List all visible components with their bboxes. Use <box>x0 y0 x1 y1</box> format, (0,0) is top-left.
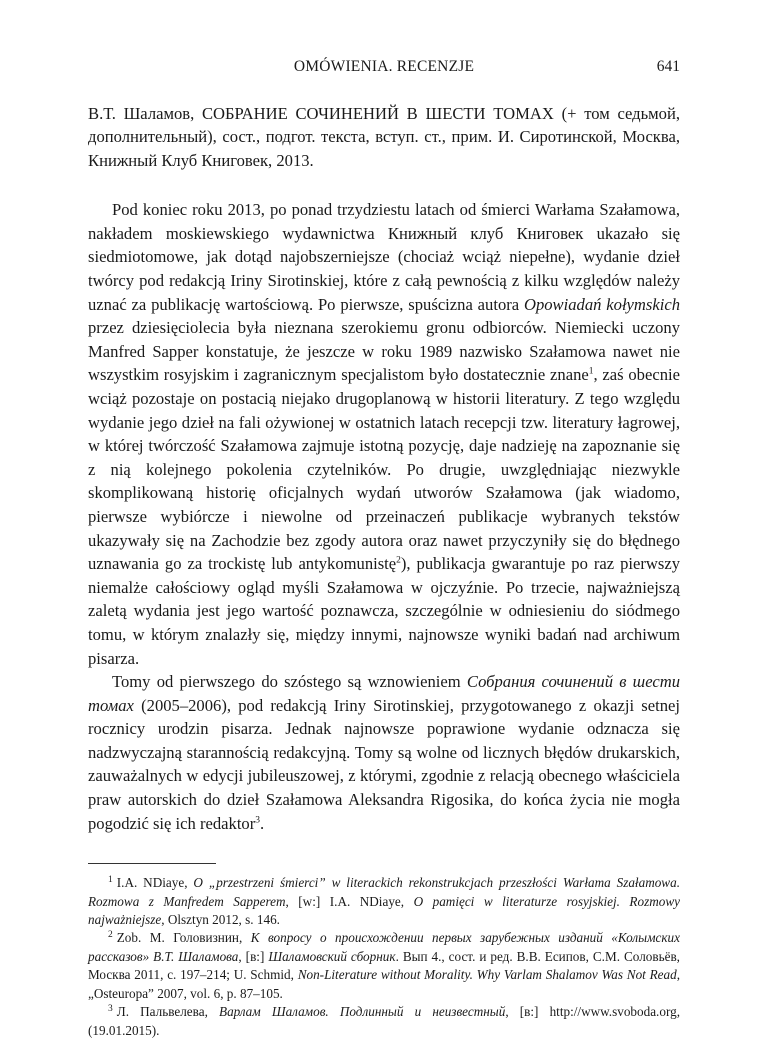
text-run: , [w:] I.A. NDiaye, <box>285 893 414 909</box>
text-run: , [в:] <box>238 948 269 964</box>
text-run: , „Osteuropa” 2007, vol. 6, p. 87–105. <box>88 967 680 1001</box>
page-number: 641 <box>656 58 680 75</box>
italic-title: Шаламовский сборник <box>268 948 396 964</box>
text-run: ), publikacja gwarantuje po raz pierwszy niemalże całościowy ogląd myśli Szałamowa w ojczyźnie. Po trzecie, najważniejszą zaletą wydania jest jego wartość poznawcza, szczególnie w odniesieniu do siódmego tomu, w którym znalazły się, między innymi, najnowsze wyniki badań nad archiwum pisarza. <box>88 554 680 668</box>
bibliographic-entry: В.Т. Шаламов, СОБРАНИЕ СОЧИНЕНИЙ В ШЕСТИ ТОМАХ (+ том седьмой, дополнительный), сост., подгот. текста, вступ. ст., прим. И. Сиротинской, Москва, Книжный Клуб Книговек, 2013. <box>88 104 680 170</box>
text-run: I.A. NDiaye, <box>116 875 194 891</box>
text-run: , [в:] http://www.svoboda.org, (19.01.2015). <box>88 1004 680 1038</box>
italic-title: Варлам Шаламов. Подлинный и неизвестный <box>219 1004 506 1020</box>
italic-title: O pamięci w literaturze rosyjskiej. Rozmowy najważniejsze <box>88 893 680 928</box>
text-run: . Вып 4., сост. и ред. В.В. Есипов, С.М. Соловьёв, Москва 2011, с. 197–214; U. Schmid, <box>88 948 680 983</box>
italic-title: Собрания сочинений в шести томах <box>88 672 680 715</box>
footnote-3 <box>88 1003 680 1040</box>
text-run: Zob. М. Головизнин, <box>116 930 251 946</box>
text-run: Л. Пальвелева, <box>116 1004 220 1020</box>
text-run: Tomy od pierwszego do szóstego są wznowieniem <box>112 672 467 692</box>
italic-title: Non-Literature without Morality. Why Varlam Shalamov Was Not Read <box>297 967 677 983</box>
footnote-1 <box>88 874 680 929</box>
text-run: (2005–2006), pod redakcją Iriny Sirotinskiej, przygotowanego z okazji setnej rocznicy urodzin pisarza. Jednak najnowsze poprawione wydanie odznacza się nadzwyczajną starannością redakcyjną. Tomy są wolne od licznych błędów drukarskich, zauważalnych w edycji jubileuszowej, z którymi, zgodnie z relacją obecnego właściciela praw autorskich do dzieł Szałamowa Aleksandra Rigosika, do końca życia nie mogła pogodzić się ich redaktor <box>88 695 680 833</box>
text-run: . <box>260 813 265 833</box>
page <box>88 58 680 1040</box>
footnote-ref-3[interactable]: 3 <box>255 815 261 826</box>
footnote-number: 1 <box>108 874 113 885</box>
running-header <box>88 58 680 82</box>
footnote-number: 2 <box>108 930 113 941</box>
text-run: przez dziesięciolecia była nieznana szerokiemu gronu odbiorców. Niemiecki uczony Manfred Sapper konstatuje, że jeszcze w roku 1989 nazwisko Szałamowa nawet nie wszystkim rosyjskim i zagranicznym specjalistom było dostatecznie znane <box>88 318 680 385</box>
paragraph-2 <box>88 670 680 835</box>
text-run: , Olsztyn 2012, s. 146. <box>161 912 280 928</box>
text-run: Pod koniec roku 2013, po ponad trzydziestu latach od śmierci Warłama Szałamowa, nakładem moskiewskiego wydawnictwa Книжный клуб Книговек ukazało się siedmiotomowe, jak dotąd najobszerniejsze (chociaż wciąż niepełne), wydanie dzieł twórcy pod redakcją Iriny Sirotinskiej, które z całą pewnością z kilku względów należy uznać za publikację wartościową. Po pierwsze, spuścizna autora <box>88 200 680 314</box>
footnotes <box>88 874 680 1040</box>
footnote-ref-2[interactable]: 2 <box>396 555 401 566</box>
italic-title: O „przestrzeni śmierci” w literackich rekonstrukcjach przeszłości Warłama Szałamowa. Rozmowa z Manfredem Sapperem <box>88 875 680 909</box>
text-run: , zaś obecnie wciąż pozostaje on postacią niejako drugoplanową w historii literatury. Z tego względu wydanie jego dzieł na fali ożywionej w ostatnich latach recepcji tzw. literatury łagrowej, w której twórczość Szałamowa zajmuje istotną pozycję, daje nadzieję na zapoznanie się z nią kolejnego pokolenia czytelników. Po drugie, uwzględniając niezwykle skomplikowaną historię oficjalnych wydań utworów Szałamowa (jak wiadomo, pierwsze wybiórcze i niewolne od przeinaczeń publikacje wybranych tekstów ukazywały się na Zachodzie bez zgody autora oraz nawet przyczyniły się do błędnego uznawania go za trockistę lub antykomunistę <box>88 365 680 574</box>
footnote-number: 3 <box>108 1003 113 1014</box>
review-body <box>88 198 680 835</box>
footnote-2 <box>88 929 680 1003</box>
paragraph-1 <box>88 198 680 670</box>
running-title: OMÓWIENIA. RECENZJE <box>293 58 475 75</box>
footnote-divider <box>88 863 216 864</box>
italic-title: Opowiadań kołymskich <box>523 294 680 314</box>
italic-title: К вопросу о происхождении первых зарубежных изданий «Колымских рассказов» В.Т. Шаламова <box>88 930 680 964</box>
footnote-ref-1[interactable]: 1 <box>588 366 594 377</box>
